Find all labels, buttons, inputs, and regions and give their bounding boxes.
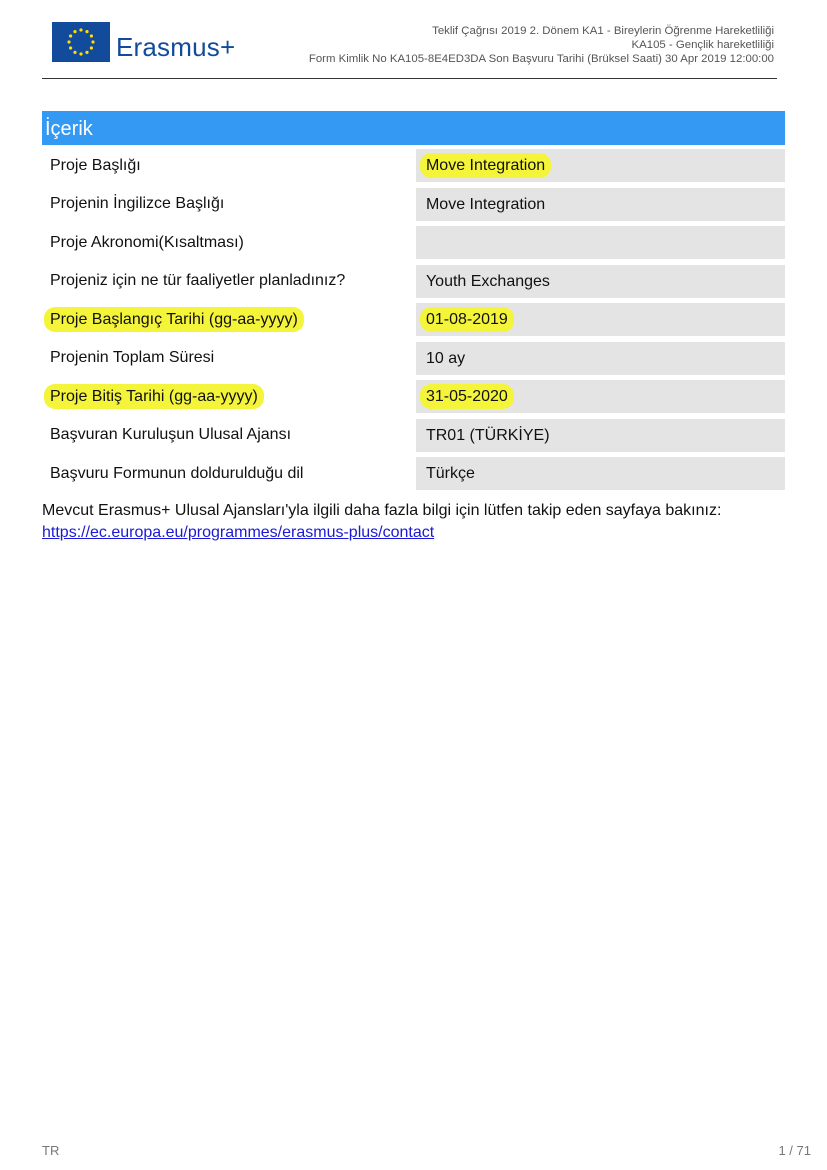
- highlighted-value: 31-05-2020: [420, 384, 514, 409]
- row-value: [416, 380, 785, 413]
- row-value: [416, 303, 785, 336]
- section-title: İçerik: [42, 111, 785, 145]
- eu-flag-icon: [52, 22, 110, 62]
- contact-link[interactable]: https://ec.europa.eu/programmes/erasmus-plus/contact: [42, 524, 435, 541]
- row-value: Move Integration: [416, 188, 785, 221]
- page-header: [42, 18, 777, 79]
- row-value: Youth Exchanges: [416, 265, 785, 298]
- row-value: 10 ay: [416, 342, 785, 375]
- highlighted-label: Proje Bitiş Tarihi (gg-aa-yyyy): [44, 384, 264, 409]
- table-row: [42, 342, 785, 375]
- table-row: [42, 188, 785, 221]
- brand-name: Erasmus+: [116, 32, 236, 62]
- table-row: [42, 380, 785, 413]
- row-label: Proje Başlığı: [50, 156, 141, 174]
- highlighted-label: Proje Başlangıç Tarihi (gg-aa-yyyy): [44, 307, 304, 332]
- table-row: [42, 265, 785, 298]
- row-label: Başvuru Formunun doldurulduğu dil: [50, 464, 304, 482]
- table-row: [42, 419, 785, 452]
- highlighted-value: Move Integration: [420, 153, 551, 178]
- page-number: 1 / 71: [778, 1143, 811, 1158]
- header-line-3: Form Kimlik No KA105-8E4ED3DA Son Başvuru Tarihi (Brüksel Saati) 30 Apr 2019 12:00:00: [308, 53, 774, 65]
- highlighted-value: 01-08-2019: [420, 307, 514, 332]
- row-label: [42, 311, 414, 329]
- note-text: Mevcut Erasmus+ Ulusal Ajansları'yla ilgili daha fazla bilgi için lütfen takip eden sayfaya bakınız:: [42, 502, 722, 519]
- row-value: Türkçe: [416, 457, 785, 490]
- row-label: Projenin İngilizce Başlığı: [50, 195, 225, 212]
- row-value: [416, 149, 785, 182]
- erasmus-logo: [52, 22, 252, 66]
- table-row: [42, 226, 785, 259]
- header-line-1: Teklif Çağrısı 2019 2. Dönem KA1 - Bireylerin Öğrenme Hareketliliği: [432, 25, 774, 37]
- row-label: [42, 388, 414, 406]
- row-label: Proje Akronomi(Kısaltması): [50, 233, 244, 251]
- table-row: [42, 149, 785, 182]
- info-note: [42, 500, 787, 544]
- table-row: [42, 457, 785, 490]
- footer-language: TR: [42, 1143, 60, 1158]
- row-value: TR01 (TÜRKİYE): [416, 419, 785, 452]
- header-info: [309, 24, 774, 66]
- header-line-2: KA105 - Gençlik hareketliliği: [631, 39, 774, 51]
- row-label: Projenin Toplam Süresi: [50, 349, 215, 366]
- row-label: Projeniz için ne tür faaliyetler planladınız?: [50, 272, 346, 289]
- table-row: [42, 303, 785, 336]
- row-label: Başvuran Kuruluşun Ulusal Ajansı: [50, 426, 292, 443]
- content-section: [42, 111, 785, 496]
- row-value: [416, 226, 785, 259]
- info-table: [42, 149, 785, 490]
